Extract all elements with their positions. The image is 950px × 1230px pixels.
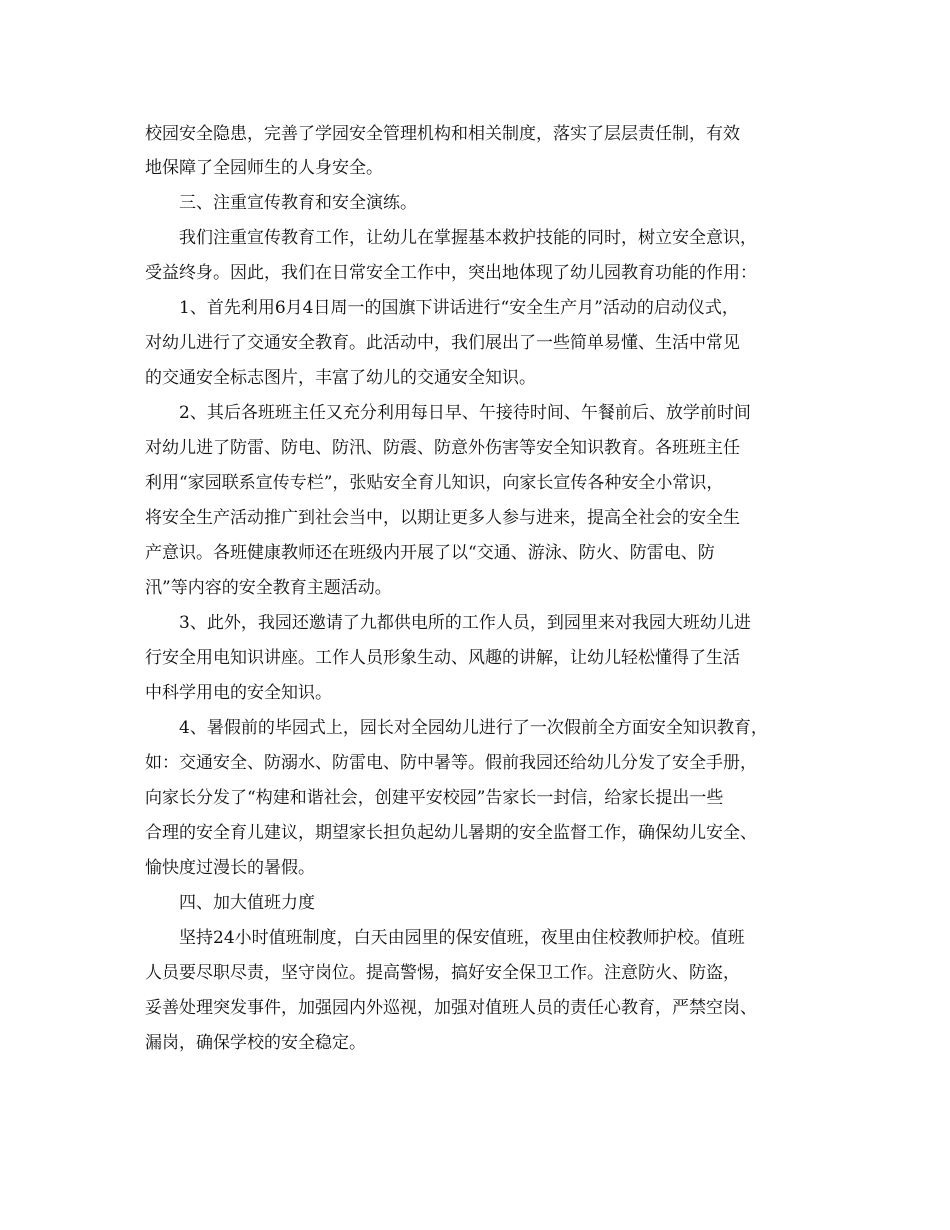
text-line: 合理的安全育儿建议，期望家长担负起幼儿暑期的安全监督工作，确保幼儿安全、 <box>145 823 757 843</box>
text-line: 妥善处理突发事件，加强园内外巡视，加强对值班人员的责任心教育，严禁空岗、 <box>145 998 757 1018</box>
text-line: 的交通安全标志图片，丰富了幼儿的交通安全知识。 <box>145 368 536 388</box>
text-line: 对幼儿进行了交通安全教育。此活动中，我们展出了一些简单易懂、生活中常见 <box>145 333 740 353</box>
text-line: 漏岗，确保学校的安全稳定。 <box>145 1033 366 1053</box>
text-line: 行安全用电知识讲座。工作人员形象生动、风趣的讲解，让幼儿轻松懂得了生活 <box>145 648 740 668</box>
text-line: 地保障了全园师生的人身安全。 <box>145 158 383 178</box>
text-line: 利用“家园联系宣传专栏”，张贴安全育儿知识，向家长宣传各种安全小常识， <box>145 473 724 493</box>
text-line: 中科学用电的安全知识。 <box>145 683 332 703</box>
text-line: 我们注重宣传教育工作，让幼儿在掌握基本救护技能的同时，树立安全意识， <box>179 228 757 248</box>
section-heading: 四、加大值班力度 <box>179 893 315 913</box>
text-line: 愉快度过漫长的暑假。 <box>145 858 315 878</box>
text-line: 人员要尽职尽责，坚守岗位。提高警惕，搞好安全保卫工作。注意防火、防盗， <box>145 963 740 983</box>
text-line: 如：交通安全、防溺水、防雷电、防中暑等。假前我园还给幼儿分发了安全手册， <box>145 753 757 773</box>
text-line: 受益终身。因此，我们在日常安全工作中，突出地体现了幼儿园教育功能的作用： <box>145 263 757 283</box>
text-line: 坚持24小时值班制度，白天由园里的保安值班，夜里由住校教师护校。值班 <box>179 928 745 948</box>
text-line: 汛”等内容的安全教育主题活动。 <box>145 578 392 598</box>
section-heading: 三、注重宣传教育和安全演练。 <box>179 193 417 213</box>
text-line: 3、此外，我园还邀请了九都供电所的工作人员，到园里来对我园大班幼儿进 <box>179 613 751 633</box>
text-line: 产意识。各班健康教师还在班级内开展了以“交通、游泳、防火、防雷电、防 <box>145 543 715 563</box>
text-line: 向家长分发了“构建和谐社会，创建平安校园”告家长一封信，给家长提出一些 <box>145 788 724 808</box>
text-line: 校园安全隐患，完善了学园安全管理机构和相关制度，落实了层层责任制，有效 <box>145 124 740 144</box>
text-line: 1、首先利用6月4日周一的国旗下讲话进行“安全生产月”活动的启动仪式， <box>179 298 739 318</box>
text-line: 2、其后各班班主任又充分利用每日早、午接待时间、午餐前后、放学前时间 <box>179 403 751 423</box>
text-line: 对幼儿进了防雷、防电、防汛、防震、防意外伤害等安全知识教育。各班班主任 <box>145 438 740 458</box>
text-line: 4、暑假前的毕园式上，园长对全园幼儿进行了一次假前全方面安全知识教育， <box>179 718 768 738</box>
text-line: 将安全生产活动推广到社会当中，以期让更多人参与进来，提高全社会的安全生 <box>145 508 740 528</box>
